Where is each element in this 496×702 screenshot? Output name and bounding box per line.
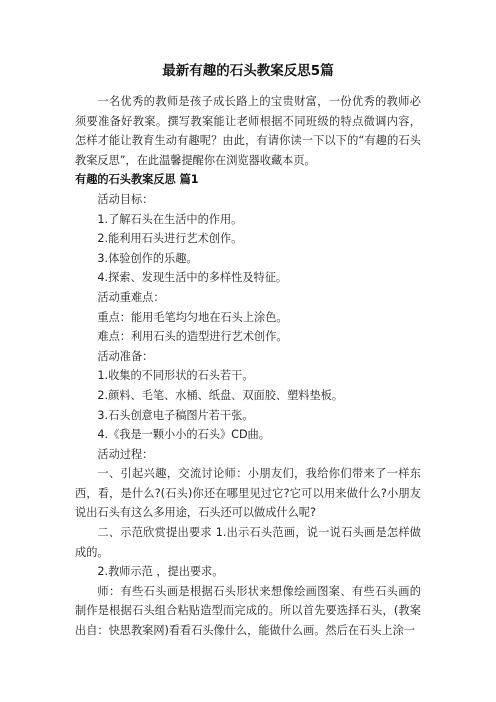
section-heading: 有趣的石头教案反思 篇1: [75, 173, 199, 187]
paragraph: 2.教师示范 ，提出要求。: [97, 565, 224, 579]
paragraph: 活动过程：: [97, 447, 154, 461]
paragraph: 3.体验创作的乐趣。: [97, 251, 198, 265]
document-title: 最新有趣的石头教案反思5篇: [162, 63, 334, 79]
paragraph: 2.颜料、毛笔、水桶、纸盘、双面胶、塑料垫板。: [97, 388, 344, 402]
document-body: [75, 92, 421, 641]
paragraph: 4.《我是一颗小小的石头》CD曲。: [97, 428, 270, 442]
paragraph: 4.探索、发现生活中的多样性及特征。: [97, 271, 288, 285]
paragraph: 难点：利用石头的造型进行艺术创作。: [97, 330, 288, 344]
paragraph: 二、示范欣赏提出要求 1.出示石头范画，说一说石头画是怎样做成的。: [75, 526, 421, 559]
paragraph: 活动目标：: [97, 192, 154, 206]
paragraph: 1.了解石头在生活中的作用。: [97, 212, 243, 226]
paragraph: 活动重难点：: [97, 290, 165, 304]
paragraph: 重点：能用毛笔均匀地在石头上涂色。: [97, 310, 288, 324]
paragraph: 1.收集的不同形状的石头若干。: [97, 369, 254, 383]
intro-paragraph: 一名优秀的教师是孩子成长路上的宝贵财富，一份优秀的教师必须要准备好教案。撰写教案能让老师根据不同班级的特点微调内容，怎样才能让教育生动有趣呢？由此，有请你读一下以下的“有趣的石头教案反思”，在此温馨提醒你在浏览器收藏本页。: [75, 95, 421, 167]
paragraph: 2.能利用石头进行艺术创作。: [97, 232, 243, 246]
paragraph: 活动准备：: [97, 349, 154, 363]
paragraph: 3.石头创意电子稿图片若干张。: [97, 408, 254, 422]
paragraph: 师：有些石头画是根据石头形状来想像绘画图案、有些石头画的制作是根据石头组合粘贴造型而完成的。所以首先要选择石头，(教案出自：快思教案网)看看石头像什么，能做什么画。然后在石头上涂一: [75, 584, 421, 638]
paragraph: 一、引起兴趣，交流讨论师：小朋友们，我给你们带来了一样东西，看，是什么?(石头)你还在哪里见过它?它可以用来做什么?小朋友说出石头有这么多用途，石头还可以做成什么呢?: [75, 467, 421, 520]
